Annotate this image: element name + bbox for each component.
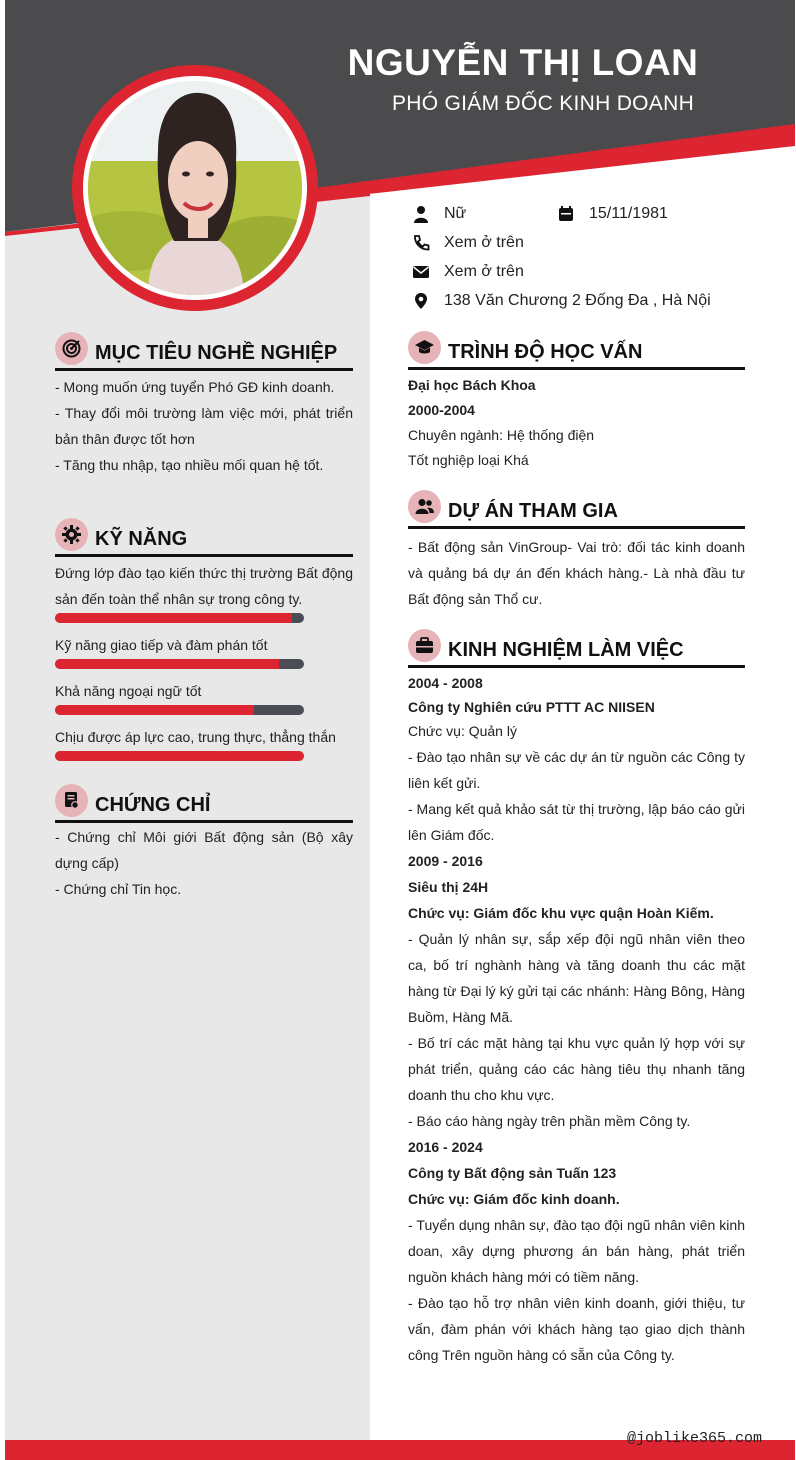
job-company: Công ty Nghiên cứu PTTT AC NIISEN — [408, 699, 655, 715]
graduation-cap-icon — [408, 331, 441, 364]
career-goal-heading — [55, 332, 353, 372]
skill-bar — [55, 751, 304, 761]
career-goal-item: - Mong muốn ứng tuyển Phó GĐ kinh doanh. — [55, 379, 335, 395]
education-major: Chuyên ngành: Hệ thống điện — [408, 427, 595, 443]
heading-rule — [408, 526, 745, 529]
projects-title: DỰ ÁN THAM GIA — [448, 500, 618, 522]
heading-rule — [408, 367, 745, 370]
birthday-row — [557, 202, 757, 226]
heading-rule — [408, 665, 745, 668]
briefcase-icon — [408, 629, 441, 662]
job-duty: - Bố trí các mặt hàng tại khu vực quản lý hợp với sự phát triển, quảng cáo các hàng tiêu thụ nhanh tăng doanh thu cho khu vực. — [408, 1035, 745, 1103]
watermark: @joblike365.com — [627, 1430, 763, 1447]
birthday-value: 15/11/1981 — [589, 205, 668, 222]
education-period: 2000-2004 — [408, 402, 475, 418]
skill-label: Kỹ năng giao tiếp và đàm phán tốt — [55, 637, 268, 653]
person-icon — [412, 205, 430, 223]
skill-bar — [55, 705, 304, 715]
certificate-item: - Chứng chỉ Môi giới Bất động sản (Bộ xây dựng cấp) — [55, 829, 353, 871]
job-company: Công ty Bất động sản Tuấn 123 — [408, 1165, 617, 1181]
phone-icon — [412, 234, 430, 252]
heading-rule — [55, 554, 353, 557]
gear-icon — [55, 518, 88, 551]
job-duty: - Tuyển dụng nhân sự, đào tạo đội ngũ nhân viên kinh doan, xây dựng phương án bán hàng, phát triển nguồn khách hàng mới có tiềm năng. — [408, 1217, 745, 1285]
mail-icon — [412, 263, 430, 281]
job-period: 2004 - 2008 — [408, 675, 483, 691]
skill-bar — [55, 613, 304, 623]
cv-page — [5, 0, 795, 1460]
candidate-name: NGUYỄN THỊ LOAN — [347, 42, 699, 83]
address-row — [412, 289, 782, 313]
email-value: Xem ở trên — [444, 263, 524, 280]
career-goal-item: - Tăng thu nhập, tạo nhiều mối quan hệ tốt. — [55, 457, 324, 473]
job-duty: - Mang kết quả khảo sát từ thị trường, lập báo cáo gửi lên Giám đốc. — [408, 801, 745, 843]
career-goal-title: MỤC TIÊU NGHỀ NGHIỆP — [95, 342, 338, 364]
users-icon — [408, 490, 441, 523]
job-duty: - Đào tạo hỗ trợ nhân viên kinh doanh, giới thiệu, tư vấn, đàm phán với khách hàng tạo giao dịch thành công Trên nguồn hàng có sẵn của Công ty. — [408, 1295, 745, 1363]
skill-label: Đứng lớp đào tạo kiến thức thị trường Bất động sản đến toàn thể nhân sự trong công ty. — [55, 565, 353, 607]
certificate-item: - Chứng chỉ Tin học. — [55, 881, 182, 897]
skill-bar-fill — [55, 751, 304, 761]
education-details — [408, 373, 745, 473]
experience-heading — [408, 629, 745, 669]
certificates-heading — [55, 784, 353, 824]
skill-bar — [55, 659, 304, 669]
skill-bar-fill — [55, 659, 279, 669]
job-position: Chức vụ: Giám đốc khu vực quận Hoàn Kiếm. — [408, 905, 714, 921]
gender-row — [412, 202, 562, 226]
job-duty: - Quản lý nhân sự, sắp xếp đội ngũ nhân viên theo ca, bố trí nghành hàng và tăng doanh thu các mặt hàng từ Đại lý ký gửi tại các nhánh: Hàng Bông, Hàng Buồm, Hàng Mã. — [408, 931, 745, 1025]
job-period: 2009 - 2016 — [408, 853, 483, 869]
job-duty: - Báo cáo hàng ngày trên phần mềm Công ty. — [408, 1113, 691, 1129]
education-heading — [408, 331, 745, 371]
skills-heading — [55, 518, 353, 558]
project-item: - Bất động sản VinGroup- Vai trò: đối tác kinh doanh và quảng bá dự án đến khách hàng.- Là nhà đầu tư Bất động sản Thổ cư. — [408, 539, 745, 607]
experience-title: KINH NGHIỆM LÀM VIỆC — [448, 639, 684, 661]
phone-row — [412, 231, 782, 255]
skill-bar-fill — [55, 705, 254, 715]
target-icon — [55, 332, 88, 365]
career-goal-list — [55, 374, 353, 478]
job-position: Chức vụ: Quản lý — [408, 723, 517, 739]
job-period: 2016 - 2024 — [408, 1139, 483, 1155]
avatar-photo — [88, 81, 302, 295]
address-value: 138 Văn Chương 2 Đống Đa , Hà Nội — [444, 292, 711, 309]
projects-heading — [408, 490, 745, 530]
experience-list — [408, 671, 745, 1368]
phone-value: Xem ở trên — [444, 234, 524, 251]
skill-bar-fill — [55, 613, 292, 623]
certificate-icon — [55, 784, 88, 817]
skills-title: KỸ NĂNG — [95, 528, 188, 550]
career-goal-item: - Thay đổi môi trường làm việc mới, phát triển bản thân được tốt hơn — [55, 405, 353, 447]
job-position: Chức vụ: Giám đốc kinh doanh. — [408, 1191, 620, 1207]
job-company: Siêu thị 24H — [408, 879, 489, 895]
gender-value: Nữ — [444, 205, 467, 222]
job-duty: - Đào tạo nhân sự về các dự án từ nguồn các Công ty liên kết gửi. — [408, 749, 745, 791]
skill-label: Chịu được áp lực cao, trung thực, thẳng thắn — [55, 729, 336, 745]
school-name: Đại học Bách Khoa — [408, 377, 536, 393]
projects-text — [408, 534, 745, 612]
job-title: PHÓ GIÁM ĐỐC KINH DOANH — [391, 92, 695, 115]
education-title: TRÌNH ĐỘ HỌC VẤN — [448, 341, 643, 363]
heading-rule — [55, 820, 353, 823]
certificates-list — [55, 824, 353, 902]
avatar — [72, 65, 318, 311]
location-pin-icon — [412, 292, 430, 310]
heading-rule — [55, 368, 353, 371]
education-grade: Tốt nghiệp loại Khá — [408, 452, 529, 468]
skill-label: Khả năng ngoại ngữ tốt — [55, 683, 202, 699]
contact-info — [412, 0, 792, 320]
calendar-icon — [557, 205, 575, 223]
certificates-title: CHỨNG CHỈ — [95, 794, 211, 816]
email-row — [412, 260, 782, 284]
